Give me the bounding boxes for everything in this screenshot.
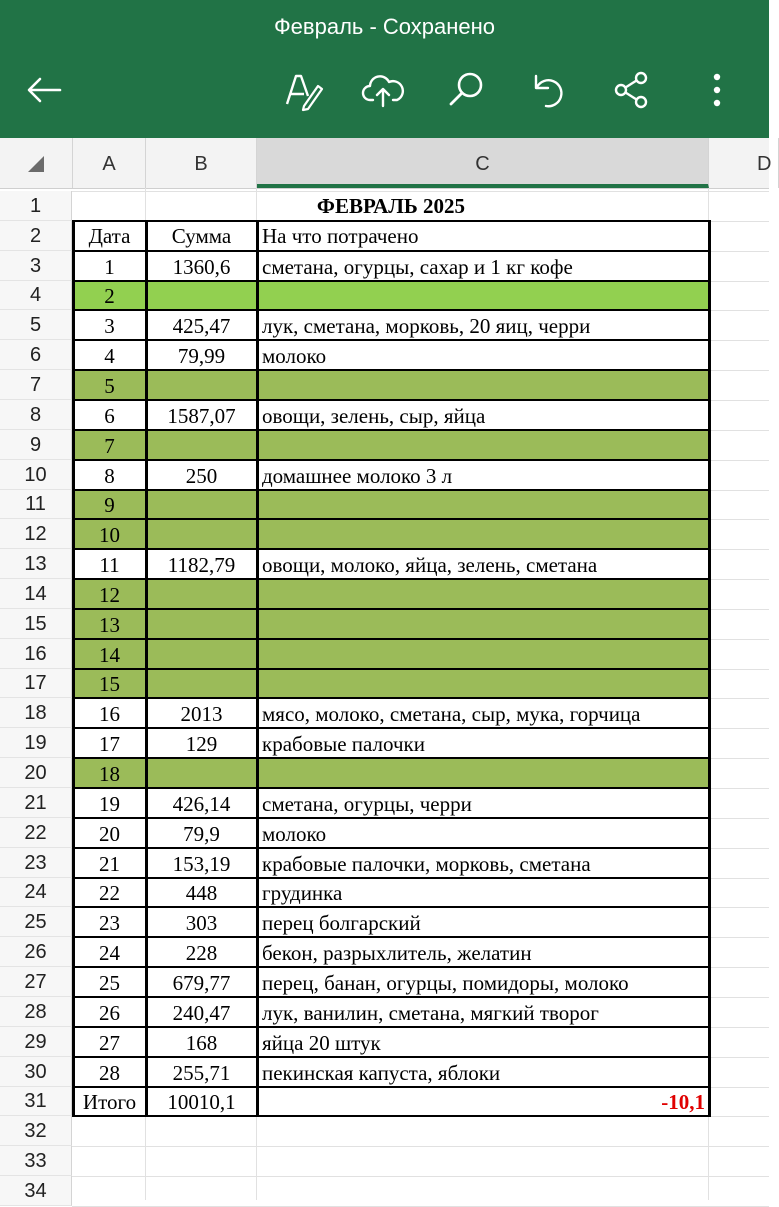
row-header[interactable]: 10 bbox=[0, 460, 72, 490]
row-header[interactable]: 28 bbox=[0, 997, 72, 1027]
table-border bbox=[72, 877, 710, 879]
cell-sum[interactable] bbox=[146, 758, 257, 788]
cell-sum[interactable]: 679,77 bbox=[172, 971, 231, 995]
row-header[interactable]: 6 bbox=[0, 340, 72, 370]
cell-date[interactable]: 20 bbox=[99, 822, 120, 846]
cell-date[interactable]: 16 bbox=[99, 702, 120, 726]
cell-what[interactable]: перец болгарский bbox=[262, 911, 421, 935]
row-header[interactable]: 25 bbox=[0, 907, 72, 937]
header-what[interactable]: На что потрачено bbox=[262, 224, 419, 248]
cell-date[interactable]: 26 bbox=[99, 1001, 120, 1025]
cell-sum[interactable]: 1182,79 bbox=[167, 553, 236, 577]
back-arrow-icon[interactable] bbox=[22, 68, 66, 112]
cell-sum[interactable]: 425,47 bbox=[172, 314, 231, 338]
cell-date[interactable]: 19 bbox=[99, 792, 120, 816]
cell-date[interactable]: 13 bbox=[99, 613, 120, 637]
cell-date[interactable]: 8 bbox=[104, 464, 115, 488]
cell-date[interactable]: 6 bbox=[104, 404, 115, 428]
cell-what[interactable] bbox=[257, 639, 709, 669]
table-border bbox=[72, 489, 710, 491]
cell-date[interactable]: 23 bbox=[99, 911, 120, 935]
grid-hline bbox=[72, 1146, 769, 1147]
cell-what[interactable]: лук, сметана, морковь, 20 яиц, черри bbox=[262, 314, 591, 338]
cell-what[interactable]: молоко bbox=[262, 822, 327, 846]
cell-what[interactable]: крабовые палочки, морковь, сметана bbox=[262, 852, 591, 876]
row-header[interactable]: 27 bbox=[0, 967, 72, 997]
row-header[interactable]: 11 bbox=[0, 490, 72, 519]
cell-date[interactable]: 14 bbox=[99, 643, 120, 667]
table-border bbox=[72, 1056, 710, 1058]
cell-sum[interactable] bbox=[146, 370, 257, 400]
table-border bbox=[72, 608, 710, 610]
row-header[interactable]: 16 bbox=[0, 639, 72, 669]
table-border bbox=[72, 727, 710, 729]
header-sum[interactable]: Сумма bbox=[171, 224, 232, 248]
row-header[interactable]: 7 bbox=[0, 370, 72, 400]
cell-date[interactable]: 11 bbox=[99, 553, 120, 577]
cell-sum[interactable] bbox=[146, 430, 257, 460]
cloud-upload-icon[interactable] bbox=[361, 68, 405, 112]
cell-what[interactable] bbox=[257, 579, 709, 609]
row-header[interactable]: 32 bbox=[0, 1116, 72, 1146]
row-header[interactable]: 9 bbox=[0, 430, 72, 460]
row-header[interactable]: 12 bbox=[0, 519, 72, 549]
row-header[interactable]: 15 bbox=[0, 609, 72, 639]
table-border bbox=[72, 996, 710, 998]
row-header[interactable]: 24 bbox=[0, 878, 72, 907]
total-balance[interactable]: -10,1 bbox=[661, 1090, 705, 1114]
table-border bbox=[72, 817, 710, 819]
cell-sum[interactable]: 255,71 bbox=[172, 1061, 231, 1085]
table-border bbox=[72, 1026, 710, 1028]
cell-sum[interactable]: 426,14 bbox=[172, 792, 231, 816]
table-border bbox=[72, 697, 710, 699]
row-header[interactable]: 5 bbox=[0, 310, 72, 340]
cell-sum[interactable]: 153,19 bbox=[172, 852, 231, 876]
cell-what[interactable] bbox=[257, 758, 709, 788]
table-border bbox=[72, 369, 710, 371]
cell-what[interactable]: лук, ванилин, сметана, мягкий творог bbox=[262, 1001, 599, 1025]
share-icon[interactable] bbox=[610, 68, 654, 112]
row-header[interactable]: 33 bbox=[0, 1146, 72, 1176]
cell-what[interactable] bbox=[257, 669, 709, 698]
table-border bbox=[72, 250, 710, 252]
table-border bbox=[72, 220, 710, 222]
row-header[interactable]: 4 bbox=[0, 281, 72, 310]
table-border bbox=[72, 399, 710, 401]
cell-what[interactable]: яйца 20 штук bbox=[262, 1031, 381, 1055]
row-header[interactable]: 18 bbox=[0, 698, 72, 728]
cell-what[interactable] bbox=[257, 519, 709, 549]
cell-what[interactable]: пекинская капуста, яблоки bbox=[262, 1061, 501, 1085]
row-header[interactable]: 29 bbox=[0, 1027, 72, 1057]
cell-date[interactable]: 10 bbox=[99, 523, 120, 547]
row-header[interactable]: 3 bbox=[0, 251, 72, 281]
total-sum[interactable]: 10010,1 bbox=[167, 1090, 236, 1114]
row-header[interactable]: 20 bbox=[0, 758, 72, 788]
row-header[interactable]: 14 bbox=[0, 579, 72, 609]
cell-date[interactable]: 24 bbox=[99, 941, 120, 965]
cell-date[interactable]: 22 bbox=[99, 881, 120, 905]
cell-what[interactable]: мясо, молоко, сметана, сыр, мука, горчица bbox=[262, 702, 641, 726]
cell-what[interactable]: грудинка bbox=[262, 881, 343, 905]
cell-date[interactable]: 12 bbox=[99, 583, 120, 607]
cell-what[interactable] bbox=[257, 430, 709, 460]
cell-sum[interactable]: 303 bbox=[185, 911, 218, 935]
cell-sum[interactable]: 228 bbox=[185, 941, 218, 965]
cell-what[interactable]: бекон, разрыхлитель, желатин bbox=[262, 941, 532, 965]
cell-what[interactable]: перец, банан, огурцы, помидоры, молоко bbox=[262, 971, 629, 995]
column-header-d[interactable]: D bbox=[709, 138, 779, 188]
table-border bbox=[72, 906, 710, 908]
cell-date[interactable]: 9 bbox=[104, 493, 115, 517]
cell-what[interactable] bbox=[257, 370, 709, 400]
cell-sum[interactable]: 240,47 bbox=[172, 1001, 231, 1025]
cell-what[interactable]: сметана, огурцы, сахар и 1 кг кофе bbox=[262, 255, 573, 279]
row-header[interactable]: 21 bbox=[0, 788, 72, 818]
cell-date[interactable]: 5 bbox=[104, 374, 115, 398]
cell-sum[interactable] bbox=[146, 579, 257, 609]
cell-sum[interactable]: 168 bbox=[185, 1031, 218, 1055]
cell-sum[interactable]: 2013 bbox=[180, 702, 223, 726]
table-border bbox=[72, 548, 710, 550]
sheet-title[interactable]: ФЕВРАЛЬ 2025 bbox=[316, 194, 466, 218]
cell-sum[interactable] bbox=[146, 281, 257, 310]
undo-icon[interactable] bbox=[526, 68, 570, 112]
cell-date[interactable]: 27 bbox=[99, 1031, 120, 1055]
row-header[interactable]: 17 bbox=[0, 669, 72, 698]
cell-date[interactable]: 15 bbox=[99, 672, 120, 696]
row-header[interactable]: 34 bbox=[0, 1176, 72, 1206]
table-border bbox=[72, 309, 710, 311]
cell-date[interactable]: 2 bbox=[104, 284, 115, 308]
cell-sum[interactable]: 79,99 bbox=[177, 344, 226, 368]
search-icon[interactable] bbox=[444, 68, 488, 112]
row-header[interactable]: 23 bbox=[0, 848, 72, 878]
row-header[interactable]: 31 bbox=[0, 1087, 72, 1116]
cell-what[interactable] bbox=[257, 490, 709, 519]
cell-sum[interactable]: 79,9 bbox=[183, 822, 220, 846]
table-border bbox=[72, 966, 710, 968]
row-header[interactable]: 2 bbox=[0, 221, 72, 251]
cell-what[interactable] bbox=[257, 281, 709, 310]
cell-what[interactable]: крабовые палочки bbox=[262, 732, 425, 756]
cell-sum[interactable]: 1587,07 bbox=[167, 404, 236, 428]
cell-sum[interactable]: 129 bbox=[185, 732, 218, 756]
row-header[interactable]: 22 bbox=[0, 818, 72, 848]
column-header-a[interactable]: A bbox=[73, 138, 146, 188]
select-all-triangle-icon bbox=[28, 156, 44, 172]
cell-sum[interactable]: 250 bbox=[185, 464, 218, 488]
cell-sum[interactable] bbox=[146, 519, 257, 549]
table-border bbox=[72, 459, 710, 461]
cell-sum[interactable] bbox=[146, 639, 257, 669]
table-border bbox=[72, 280, 710, 282]
table-border bbox=[72, 847, 710, 849]
cell-sum[interactable]: 448 bbox=[185, 881, 218, 905]
cell-date[interactable]: 1 bbox=[104, 255, 115, 279]
table-border bbox=[72, 757, 710, 759]
table-border bbox=[72, 339, 710, 341]
cell-date[interactable]: 28 bbox=[99, 1061, 120, 1085]
cell-sum[interactable] bbox=[146, 490, 257, 519]
table-border bbox=[72, 429, 710, 431]
cell-date[interactable]: 25 bbox=[99, 971, 120, 995]
table-border bbox=[72, 578, 710, 580]
row-header[interactable]: 19 bbox=[0, 728, 72, 758]
cell-what[interactable]: молоко bbox=[262, 344, 327, 368]
total-label[interactable]: Итого bbox=[82, 1090, 137, 1114]
select-all-corner[interactable] bbox=[0, 138, 73, 188]
cell-date[interactable]: 4 bbox=[104, 344, 115, 368]
cell-sum[interactable] bbox=[146, 669, 257, 698]
cell-date[interactable]: 7 bbox=[104, 434, 115, 458]
table-border bbox=[72, 1086, 710, 1088]
table-border bbox=[72, 1115, 710, 1117]
column-header-c[interactable]: C bbox=[257, 138, 709, 188]
column-header-bar bbox=[0, 138, 772, 189]
cell-sum[interactable]: 1360,6 bbox=[172, 255, 231, 279]
header-date[interactable]: Дата bbox=[88, 224, 131, 248]
row-header[interactable]: 1 bbox=[0, 191, 72, 221]
cell-what[interactable] bbox=[257, 609, 709, 639]
table-border bbox=[72, 518, 710, 520]
grid-hline bbox=[72, 1176, 769, 1177]
cell-date[interactable]: 3 bbox=[104, 314, 115, 338]
table-border bbox=[72, 638, 710, 640]
row-header[interactable]: 8 bbox=[0, 400, 72, 430]
column-header-b[interactable]: B bbox=[146, 138, 257, 188]
cell-date[interactable]: 17 bbox=[99, 732, 120, 756]
cell-what[interactable]: сметана, огурцы, черри bbox=[262, 792, 472, 816]
row-header[interactable]: 13 bbox=[0, 549, 72, 579]
cell-what[interactable]: овощи, молоко, яйца, зелень, сметана bbox=[262, 553, 598, 577]
cell-what[interactable]: овощи, зелень, сыр, яйца bbox=[262, 404, 486, 428]
more-vert-icon[interactable] bbox=[695, 68, 739, 112]
row-header[interactable]: 26 bbox=[0, 937, 72, 967]
cell-what[interactable]: домашнее молоко 3 л bbox=[262, 464, 453, 488]
row-header[interactable]: 30 bbox=[0, 1057, 72, 1087]
cell-date[interactable]: 21 bbox=[99, 852, 120, 876]
document-title: Февраль - Сохранено bbox=[273, 14, 496, 39]
edit-pen-icon[interactable] bbox=[282, 68, 326, 112]
cell-date[interactable]: 18 bbox=[99, 762, 120, 786]
cell-sum[interactable] bbox=[146, 609, 257, 639]
table-border bbox=[72, 936, 710, 938]
app-toolbar bbox=[0, 0, 769, 138]
table-border bbox=[72, 668, 710, 670]
table-border bbox=[72, 787, 710, 789]
